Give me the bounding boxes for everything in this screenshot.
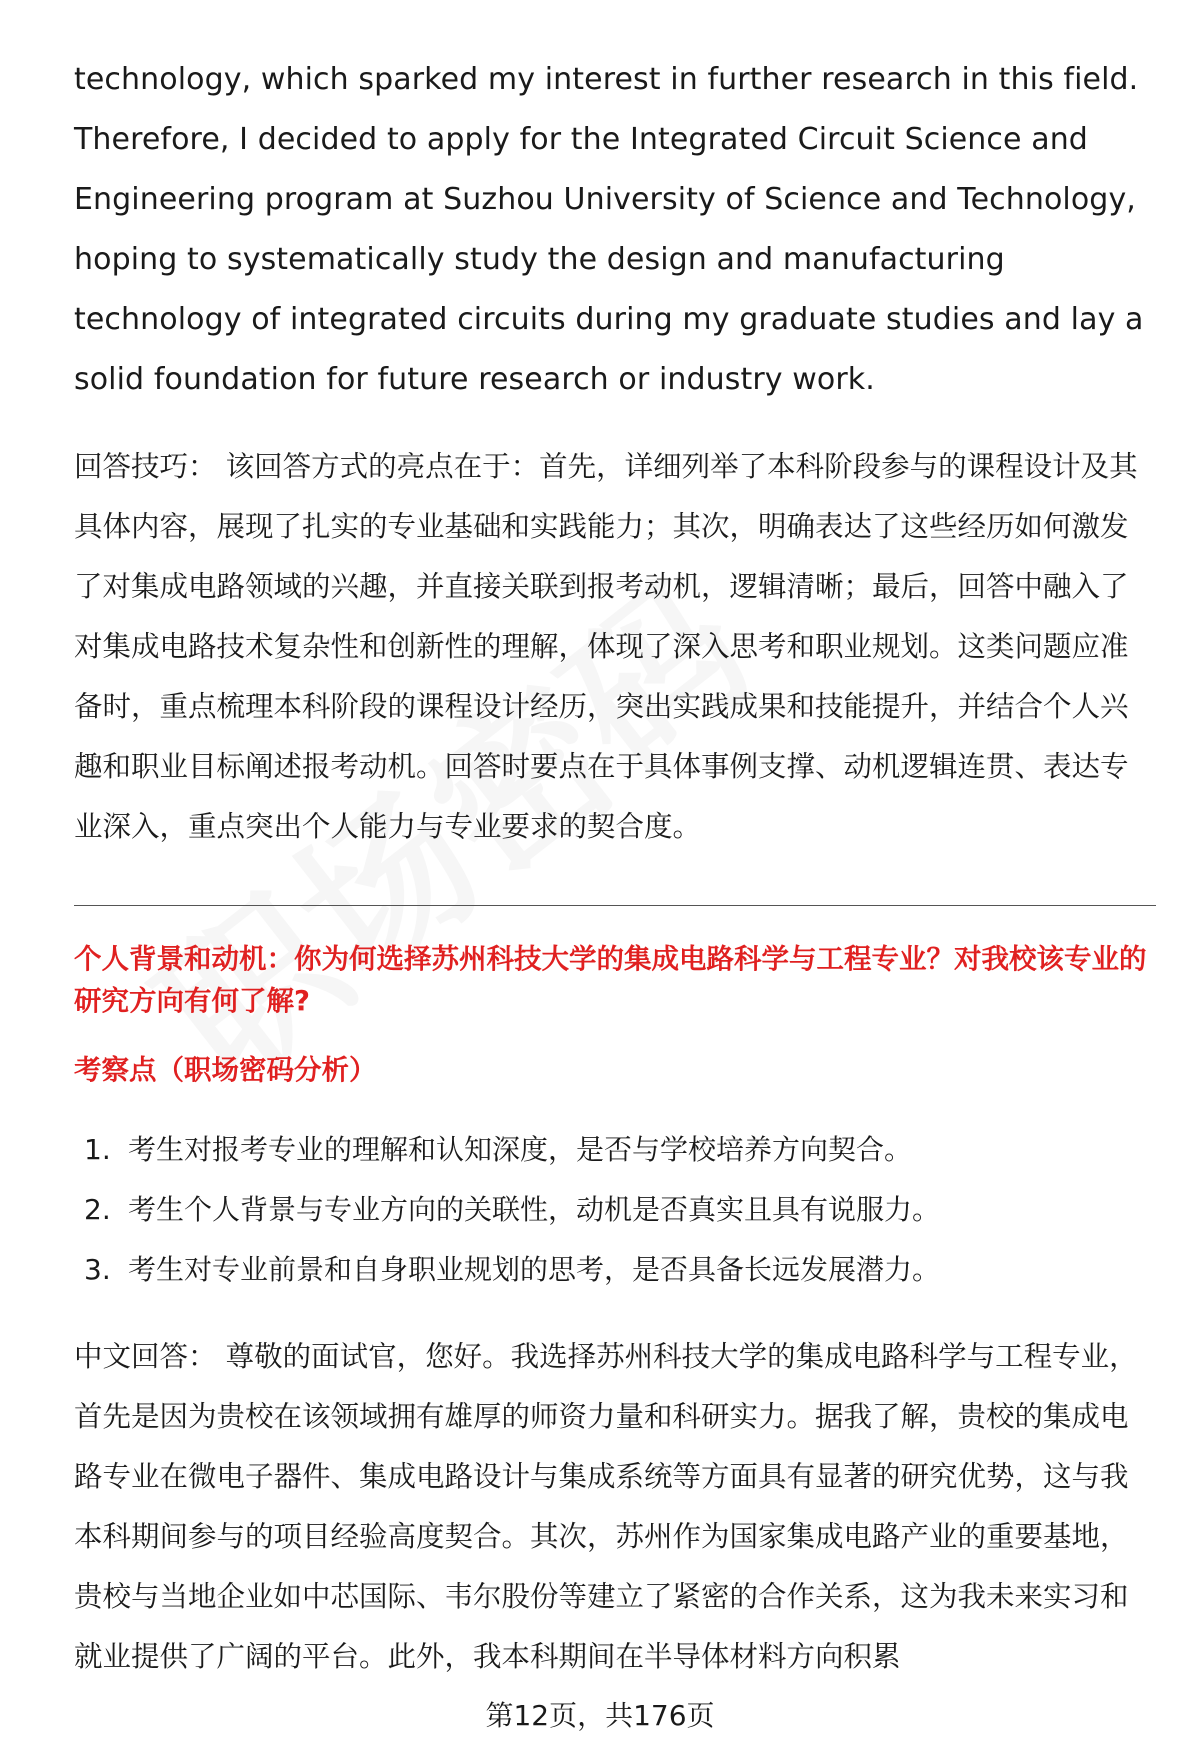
exam-points-list: [84, 1120, 1144, 1300]
chinese-answer-paragraph: [74, 1327, 1156, 1687]
list-item-text: 考生对报考专业的理解和认知深度，是否与学校培养方向契合。: [128, 1133, 913, 1166]
list-item: [84, 1120, 1144, 1180]
list-item-number: 3.: [84, 1253, 111, 1286]
section-divider: [74, 905, 1156, 906]
list-item: [84, 1180, 1144, 1240]
chinese-answer-text: 尊敬的面试官，您好。我选择苏州科技大学的集成电路科学与工程专业，首先是因为贵校在该领域拥有雄厚的师资力量和科研实力。据我了解，贵校的集成电路专业在微电子器件、集成电路设计与集成系统等方面具有显著的研究优势，这与我本科期间参与的项目经验高度契合。其次，苏州作为国家集成电路产业的重要基地，贵校与当地企业如中芯国际、韦尔股份等建立了紧密的合作关系，这为我未来实习和就业提供了广阔的平台。此外，我本科期间在半导体材料方向积累: [74, 1340, 1138, 1673]
answer-tips-paragraph: [74, 437, 1156, 857]
list-item-number: 1.: [84, 1133, 111, 1166]
page-footer: 第12页，共176页: [485, 1699, 715, 1732]
list-item-text: 考生对专业前景和自身职业规划的思考，是否具备长远发展潜力。: [128, 1253, 941, 1286]
chinese-answer-label: 中文回答：: [74, 1340, 217, 1373]
list-item-number: 2.: [84, 1193, 111, 1226]
list-item: [84, 1240, 1144, 1300]
answer-tips-text: 该回答方式的亮点在于：首先，详细列举了本科阶段参与的课程设计及其具体内容，展现了扎实的专业基础和实践能力；其次，明确表达了这些经历如何激发了对集成电路领域的兴趣，并直接关联到报考动机，逻辑清晰；最后，回答中融入了对集成电路技术复杂性和创新性的理解，体现了深入思考和职业规划。这类问题应准备时，重点梳理本科阶段的课程设计经历，突出实践成果和技能提升，并结合个人兴趣和职业目标阐述报考动机。回答时要点在于具体事例支撑、动机逻辑连贯、表达专业深入，重点突出个人能力与专业要求的契合度。: [74, 450, 1138, 843]
exam-points-heading: 考察点（职场密码分析）: [74, 1054, 377, 1086]
list-item-text: 考生个人背景与专业方向的关联性，动机是否真实且具有说服力。: [128, 1193, 941, 1226]
english-answer-paragraph: technology, which sparked my interest in further research in this field. Therefore, I decided to apply for the Integrated Circuit Science and Engineering program at Suzhou University of Science and Technology, hoping to systematically study the design and manufacturing technology of integrated circuits during my graduate studies and lay a solid foundation for future research or industry work.: [74, 62, 1144, 397]
question-heading: 个人背景和动机：你为何选择苏州科技大学的集成电路科学与工程专业？对我校该专业的研究方向有何了解?: [74, 943, 1147, 1017]
answer-tips-label: 回答技巧：: [74, 450, 217, 483]
